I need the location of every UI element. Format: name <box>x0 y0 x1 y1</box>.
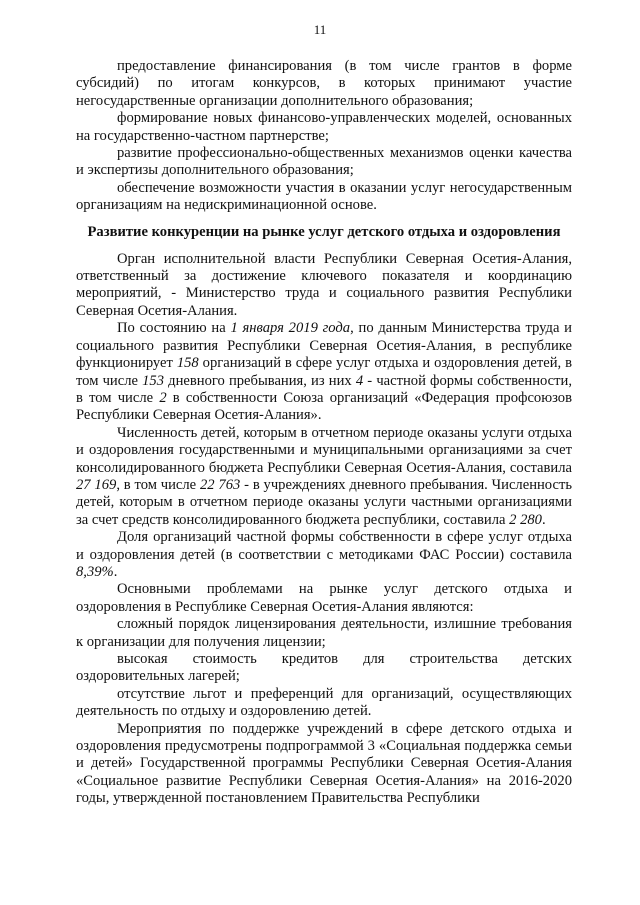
text-span: , в том числе <box>116 476 200 493</box>
paragraph-responsible-body: Орган исполнительной власти Республики Северная Осетия-Алания, ответственный за достижение ключевого показателя и координацию мероприятий, - Министерство труда и социального развития Республики Северная Осетия-Алания. <box>76 250 572 319</box>
paragraph-private-share <box>76 529 572 581</box>
children-day-stay: 22 763 <box>200 476 241 493</box>
text-span: Численность детей, которым в отчетном периоде оказаны услуги отдыха и оздоровления государственными и муниципальными организациями за счет консолидированного бюджета Республики Северная Осетия-Алания, составила <box>76 424 572 476</box>
paragraph-credit-cost: высокая стоимость кредитов для строительства детских оздоровительных лагерей; <box>76 651 572 685</box>
paragraph-participation: обеспечение возможности участия в оказании услуг негосударственным организациям на недискриминационной основе. <box>76 179 572 214</box>
day-stay-count: 153 <box>142 372 165 389</box>
children-private: 2 280 <box>509 511 542 528</box>
union-count: 2 <box>159 389 167 406</box>
paragraph-models: формирование новых финансово-управленческих моделей, основанных на государственно-частном партнерстве; <box>76 110 572 144</box>
text-span: . <box>113 563 118 580</box>
text-span: дневного пребывания, из них <box>164 372 356 389</box>
paragraph-organizations-count <box>76 320 572 424</box>
private-share-value: 8,39% <box>76 563 114 580</box>
paragraph-support-measures: Мероприятия по поддержке учреждений в сфере детского отдыха и оздоровления предусмотрены подпрограммой 3 «Социальная поддержка семьи и детей» Государственной программы Республики Северная Осетия-Алания «Социальное развитие Республики Северная Осетия-Алания» на 2016-2020 годы, утвержденной постановлением Правительства Республики <box>76 720 572 807</box>
page-number: 11 <box>313 22 327 37</box>
page-body <box>76 58 572 808</box>
paragraph-problems-intro: Основными проблемами на рынке услуг детского отдыха и оздоровления в Республике Северная Осетия-Алания являются: <box>76 581 572 615</box>
text-span: организаций в сфере услуг отдыха и оздоровления детей, в том числе <box>76 355 572 389</box>
text-span: в собственности Союза организаций «Федерация профсоюзов Республики Северная Осетия-Алания». <box>76 389 572 424</box>
text-span: - в учреждениях дневного пребывания. Численность детей, которым в отчетном периоде оказаны услуги частными организациями за счет средств консолидированного бюджета республики, составила <box>76 476 572 528</box>
private-count: 4 <box>355 372 364 389</box>
organizations-total: 158 <box>176 355 199 372</box>
paragraph-benefits: отсутствие льгот и преференций для организаций, осуществляющих деятельность по отдыху и оздоровлению детей. <box>76 685 572 720</box>
children-total: 27 169 <box>76 476 117 493</box>
date-value: 1 января 2019 года <box>230 320 351 337</box>
text-span: По состоянию на <box>117 320 231 337</box>
text-span: . <box>541 511 546 528</box>
section-heading: Развитие конкуренции на рынке услуг детского отдыха и оздоровления <box>87 223 561 240</box>
text-span: , по данным Министерства труда и социального развития Республики Северная Осетия-Алания, в республике функционирует <box>76 320 572 372</box>
text-span: - частной формы собственности, в том числе <box>76 372 572 406</box>
text-span: Доля организаций частной формы собственности в сфере услуг отдыха и оздоровления детей (в соответствии с методиками ФАС России) составила <box>76 529 572 563</box>
paragraph-mechanisms: развитие профессионально-общественных механизмов оценки качества и экспертизы дополнительного образования; <box>76 145 572 179</box>
paragraph-children-count <box>76 425 572 529</box>
paragraph-financing: предоставление финансирования (в том числе грантов в форме субсидий) по итогам конкурсов, в которых принимают участие негосударственные организации дополнительного образования; <box>76 58 572 109</box>
paragraph-licensing: сложный порядок лицензирования деятельности, излишние требования к организации для получения лицензии; <box>76 616 572 650</box>
